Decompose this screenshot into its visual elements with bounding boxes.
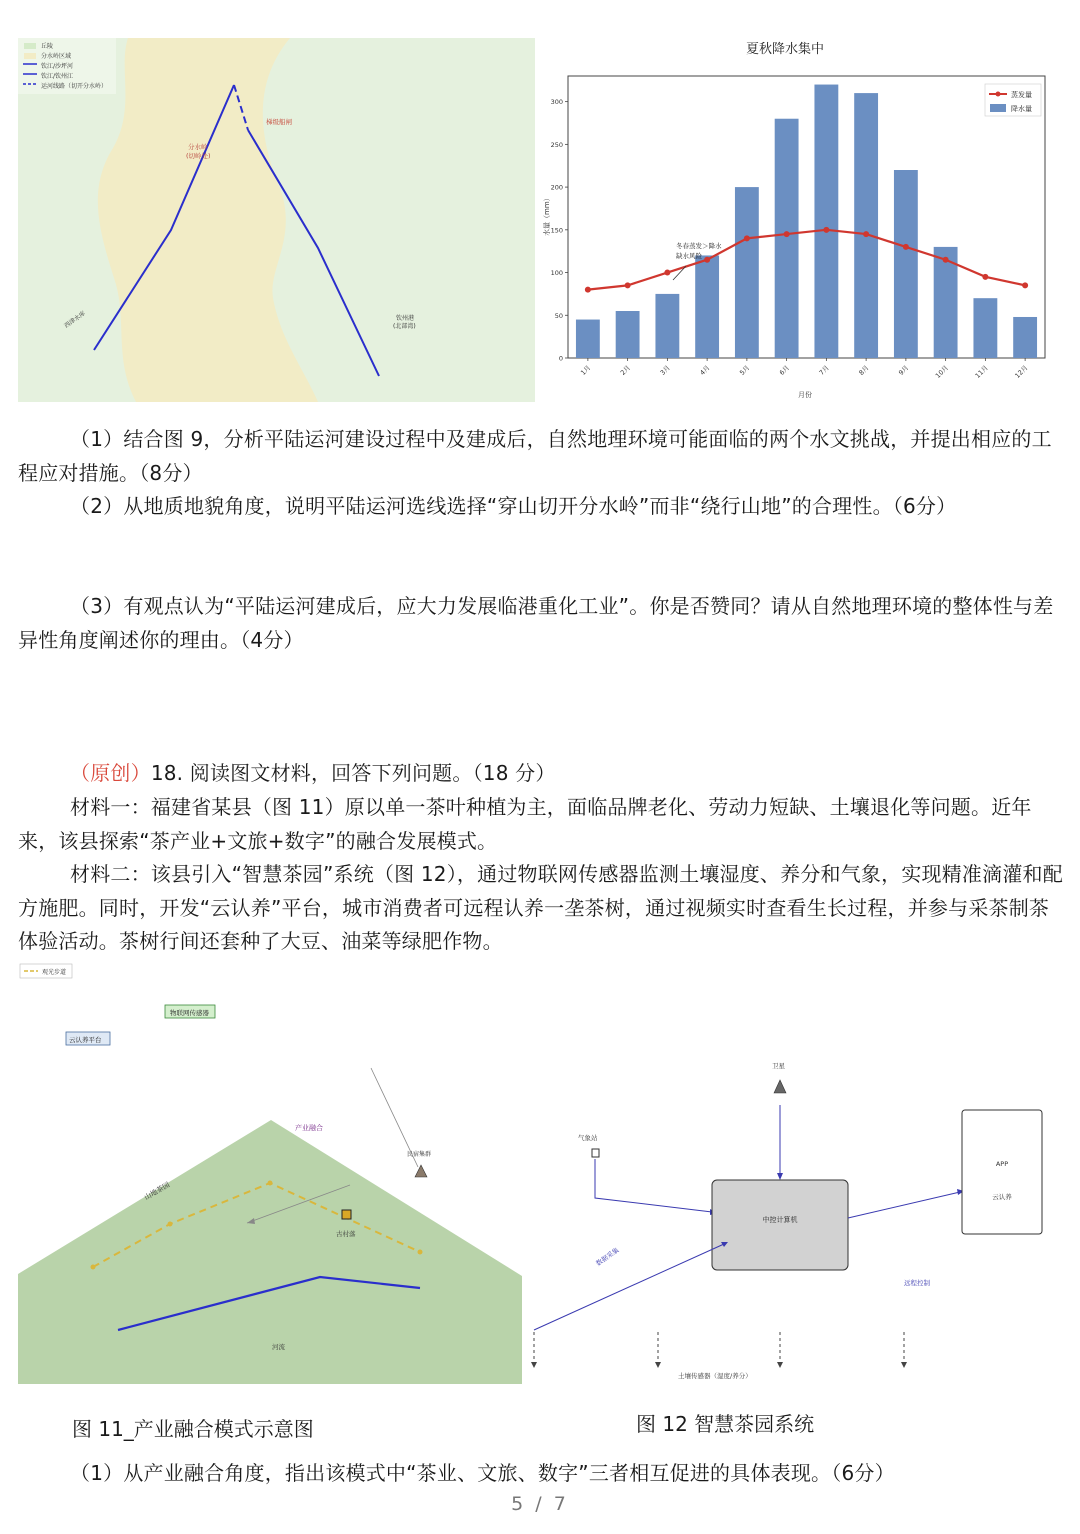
y-tick-label: 50 bbox=[554, 311, 563, 320]
x-tick-label: 4月 bbox=[698, 363, 712, 377]
label-station: 气象站 bbox=[578, 1134, 598, 1142]
y-tick-label: 200 bbox=[550, 183, 563, 192]
x-tick-label: 1月 bbox=[579, 363, 593, 377]
precipitation-bar bbox=[854, 93, 878, 358]
y-tick-label: 0 bbox=[558, 354, 563, 363]
precipitation-bar bbox=[894, 170, 918, 358]
label-watershed: 分水岭 bbox=[188, 143, 208, 151]
material-1: 材料一：福建省某县（图 11）原以单一茶叶种植为主，面临品牌老化、劳动力短缺、土壤退化等问题。近年来，该县探索“茶产业+文旅+数字”的融合发展模式。 bbox=[18, 795, 1032, 853]
figure-12-caption: 图 12 智慧茶园系统 bbox=[636, 1412, 815, 1436]
question-17-3: （3）有观点认为“平陆运河建成后，应大力发展临港重化工业”。你是否赞同？请从自然地理环境的整体性与差异性角度阐述你的理由。（4分） bbox=[18, 594, 1054, 652]
evaporation-point bbox=[585, 287, 591, 293]
precipitation-bar bbox=[814, 85, 838, 358]
question-18-title: 18. 阅读图文材料，回答下列问题。（18 分） bbox=[150, 761, 556, 785]
precipitation-bar bbox=[695, 255, 719, 358]
annotation-line-2: 缺水风险 bbox=[676, 252, 702, 260]
legend-trail: 观光步道 bbox=[42, 969, 67, 976]
precipitation-bar bbox=[973, 298, 997, 358]
label-end-sub: (北部湾) bbox=[393, 323, 416, 330]
y-tick-label: 250 bbox=[550, 140, 563, 149]
legend-hills: 丘陵 bbox=[41, 43, 54, 50]
label-homestay: 民宿集群 bbox=[407, 1151, 432, 1158]
label-tea-garden: 山地茶园 bbox=[143, 1180, 172, 1202]
question-17-1: （1）结合图 9，分析平陆运河建设过程中及建成后，自然地理环境可能面临的两个水文挑战，并提出相应的工程应对措施。（8分） bbox=[18, 427, 1052, 485]
evaporation-point bbox=[1022, 282, 1028, 288]
label-app-sub: 云认养 bbox=[992, 1193, 1012, 1201]
x-axis-label: 月份 bbox=[798, 391, 812, 399]
precipitation-bar bbox=[1013, 317, 1037, 358]
x-tick-label: 10月 bbox=[933, 363, 951, 380]
question-17-2: （2）从地质地貌角度，说明平陆运河选线选择“穿山切开分水岭”而非“绕行山地”的合理性。（6分） bbox=[70, 494, 957, 518]
precipitation-bar bbox=[576, 320, 600, 358]
label-center: 中控计算机 bbox=[762, 1216, 798, 1224]
x-tick-label: 7月 bbox=[817, 363, 831, 377]
annotation-line-1: 冬春蒸发＞降水 bbox=[676, 242, 722, 250]
original-tag: （原创） bbox=[70, 761, 151, 785]
page-number: 5 / 7 bbox=[511, 1493, 569, 1515]
central-computer-box bbox=[712, 1180, 848, 1270]
figure-10-chart bbox=[537, 36, 1062, 402]
x-tick-label: 11月 bbox=[973, 363, 990, 380]
evaporation-point bbox=[823, 227, 829, 233]
label-collect: 数据采集 bbox=[594, 1246, 621, 1268]
material-2: 材料二：该县引入“智慧茶园”系统（图 12），通过物联网传感器监测土壤湿度、养分和气象，实现精准滴灌和配方施肥。同时，开发“云认养”平台，城市消费者可远程认养一垄茶树，通过视频实时查看生长过程，并参与采茶制茶体验活动。茶树行间还套种了大豆、油菜等绿肥作物。 bbox=[18, 862, 1063, 953]
watershed-region bbox=[98, 38, 318, 402]
figure-12 bbox=[528, 1030, 1062, 1388]
evaporation-point bbox=[982, 274, 988, 280]
precipitation-bar bbox=[655, 294, 679, 358]
y-tick-label: 150 bbox=[550, 226, 563, 235]
x-tick-label: 5月 bbox=[738, 363, 752, 377]
evaporation-point bbox=[625, 282, 631, 288]
chart-title: 夏秋降水集中 bbox=[745, 42, 825, 57]
y-tick-label: 100 bbox=[550, 269, 563, 278]
chart-legend bbox=[985, 84, 1041, 116]
y-axis-label: 水量（mm） bbox=[543, 194, 551, 236]
label-sensors: 土壤传感器（湿度/养分） bbox=[678, 1372, 752, 1380]
figure-11 bbox=[18, 960, 526, 1386]
map-svg bbox=[18, 38, 535, 402]
evaporation-point bbox=[784, 231, 790, 237]
legend-watershed: 分水岭区域 bbox=[41, 53, 72, 60]
legend-river-1: 钦江/沙坪河 bbox=[41, 63, 74, 70]
y-tick-label: 300 bbox=[550, 98, 563, 107]
evaporation-point bbox=[704, 257, 710, 263]
iot-box-label: 物联网传感器 bbox=[170, 1009, 209, 1017]
x-tick-label: 6月 bbox=[777, 363, 792, 377]
mountain bbox=[18, 1120, 522, 1384]
label-river: 河流 bbox=[272, 1343, 285, 1351]
label-lock: 梯级船闸 bbox=[266, 118, 292, 126]
legend-precipitation: 降水量 bbox=[1011, 105, 1032, 113]
figure-9-map bbox=[18, 38, 535, 402]
chart-svg bbox=[537, 36, 1062, 402]
evaporation-line bbox=[588, 230, 1025, 290]
x-tick-label: 9月 bbox=[897, 363, 911, 377]
fig11-svg bbox=[18, 960, 526, 1386]
label-end: 钦州港 bbox=[396, 315, 415, 322]
x-tick-label: 12月 bbox=[1013, 363, 1030, 380]
question-18-1: （1）从产业融合角度，指出该模式中“茶业、文旅、数字”三者相互促进的具体表现。（6分） bbox=[70, 1461, 895, 1485]
label-app: APP bbox=[995, 1160, 1009, 1168]
app-box bbox=[962, 1110, 1042, 1234]
label-satellite: 卫星 bbox=[772, 1062, 785, 1070]
legend-canal: 运河线路（切开分水岭） bbox=[41, 83, 108, 90]
question-18-heading bbox=[18, 757, 1068, 791]
precipitation-bar bbox=[775, 119, 799, 358]
evaporation-point bbox=[664, 270, 670, 276]
label-start: 西津水库 bbox=[63, 310, 87, 330]
fig12-svg bbox=[528, 1030, 1062, 1388]
label-watershed-sub: (切岭处) bbox=[186, 152, 211, 160]
x-tick-label: 8月 bbox=[857, 363, 871, 377]
satellite-icon bbox=[774, 1080, 786, 1093]
label-village: 古村落 bbox=[336, 1230, 356, 1238]
sensor-arrows bbox=[534, 1332, 904, 1362]
evaporation-point bbox=[943, 257, 949, 263]
label-industry: 产业融合 bbox=[295, 1124, 323, 1132]
evaporation-point bbox=[744, 235, 750, 241]
label-control: 远程控制 bbox=[904, 1279, 930, 1287]
legend-river-2: 钦江/钦州江 bbox=[41, 73, 74, 80]
precipitation-bar bbox=[616, 311, 640, 358]
x-tick-label: 3月 bbox=[658, 363, 672, 377]
evaporation-point bbox=[863, 231, 869, 237]
cloud-box-label: 云认养平台 bbox=[69, 1036, 102, 1044]
figure-11-caption: 图 11_产业融合模式示意图 bbox=[72, 1417, 314, 1441]
weather-station-icon bbox=[592, 1149, 599, 1157]
legend-evaporation: 蒸发量 bbox=[1011, 91, 1032, 99]
precipitation-bar bbox=[735, 187, 759, 358]
x-tick-label: 2月 bbox=[618, 363, 633, 377]
evaporation-point bbox=[903, 244, 909, 250]
